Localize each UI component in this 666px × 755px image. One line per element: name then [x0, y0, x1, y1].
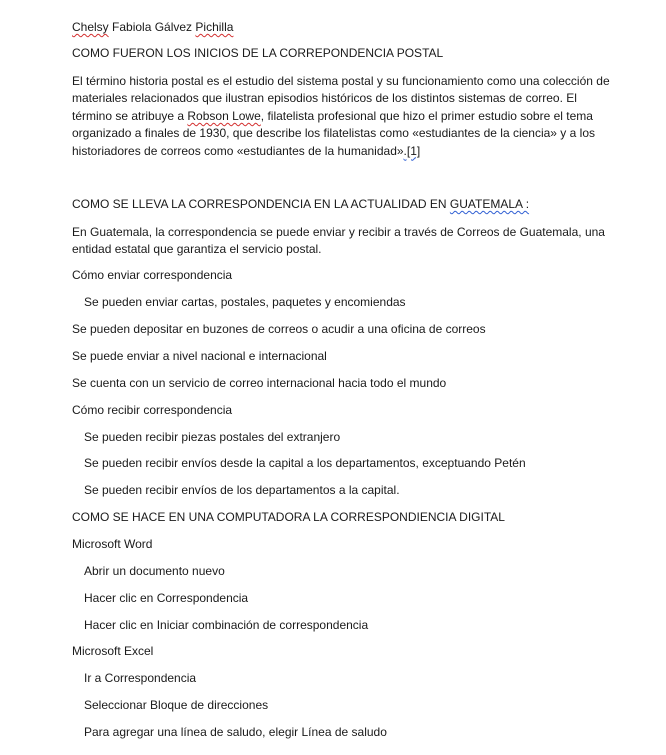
paragraph-postal-history-text-2: , filatelista profesional que hizo el primer estudio sobre el tema organizado a finales de 1930, que describe los filatelistas como «estudiantes de la ciencia» y a los historiadores de correos como «estudiantes de la humanidad»	[72, 108, 595, 158]
heading-current-correspondence-text: COMO SE LLEVA LA CORRESPONDENCIA EN LA ACTUALIDAD EN	[72, 197, 450, 211]
word-step: Abrir un documento nuevo	[84, 564, 225, 578]
citation-link[interactable]: .[1]	[403, 143, 421, 158]
send-item: Se puede enviar a nivel nacional e internacional	[72, 349, 327, 363]
paragraph-guatemala-service: En Guatemala, la correspondencia se puede enviar y recibir a través de Correos de Guatemala, una entidad estatal que garantiza el servicio postal.	[72, 225, 605, 257]
excel-step: Seleccionar Bloque de direcciones	[84, 698, 269, 712]
heading-digital-correspondence: COMO SE HACE EN UNA COMPUTADORA LA CORRESPONDIENCIA DIGITAL	[72, 510, 505, 524]
excel-step: Ir a Correspondencia	[84, 671, 197, 685]
heading-postal-origins: COMO FUERON LOS INICIOS DE LA CORREPONDENCIA POSTAL	[72, 46, 444, 60]
paragraph-postal-history-text-1: El término historia postal es el estudio del sistema postal y su funcionamiento como una colección de materiales relacionados que ilustran episodios históricos de los distintos sistemas de correo. El término se atribuye a	[72, 74, 610, 123]
send-item: Se pueden enviar cartas, postales, paquetes y encomiendas	[84, 295, 406, 309]
heading-current-correspondence	[72, 196, 529, 213]
send-item: Se pueden depositar en buzones de correos o acudir a una oficina de correos	[72, 322, 486, 336]
heading-guatemala-word: GUATEMALA :	[449, 197, 530, 211]
author-first-name: Chelsy	[72, 20, 109, 34]
word-step: Hacer clic en Correspondencia	[84, 591, 249, 605]
author-middle-name: Fabiola Gálvez	[108, 20, 196, 34]
author-name	[72, 19, 233, 36]
word-title: Microsoft Word	[72, 537, 153, 551]
robson-lowe-name: Robson Lowe	[187, 108, 261, 123]
receive-item: Se pueden recibir piezas postales del extranjero	[84, 430, 341, 444]
send-item: Se cuenta con un servicio de correo internacional hacia todo el mundo	[72, 376, 447, 390]
receive-title: Cómo recibir correspondencia	[72, 403, 233, 417]
excel-step: Para agregar una línea de saludo, elegir Línea de saludo	[84, 725, 387, 739]
excel-title: Microsoft Excel	[72, 644, 154, 658]
paragraph-postal-history	[72, 73, 612, 160]
receive-item: Se pueden recibir envíos de los departamentos a la capital.	[84, 483, 400, 497]
send-title: Cómo enviar correspondencia	[72, 268, 233, 282]
author-last-name: Pichilla	[195, 20, 234, 34]
receive-item: Se pueden recibir envíos desde la capital a los departamentos, exceptuando Petén	[84, 456, 526, 470]
word-step: Hacer clic en Iniciar combinación de correspondencia	[84, 618, 369, 632]
